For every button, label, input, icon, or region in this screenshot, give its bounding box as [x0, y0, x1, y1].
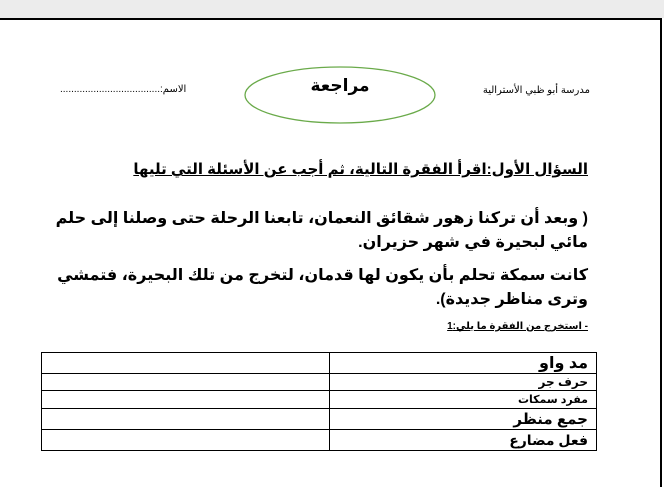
table-row	[42, 353, 597, 374]
name-field	[60, 84, 186, 95]
answer-cell[interactable]	[42, 374, 330, 391]
paragraph-1: ( وبعد أن تركنا زهور شقائق النعمان، تابعنا الرحلة حتى وصلنا إلى حلم مائي لبحيرة في شهر حزيران.	[55, 210, 588, 251]
page-title: مراجعة	[310, 76, 370, 95]
paragraph-2: كانت سمكة تحلم بأن يكون لها قدمان، لتخرج من تلك البحيرة، فتمشي وترى مناظر جديدة).	[57, 267, 588, 308]
table-row	[42, 374, 597, 391]
answer-cell[interactable]	[42, 391, 330, 409]
table-row	[42, 391, 597, 409]
table-cell-word: حرف جر	[330, 374, 597, 391]
sub-question-extract: - استخرج من الفقرة ما يلي:1	[447, 321, 588, 332]
answer-cell[interactable]	[42, 430, 330, 451]
table-cell-word: فعل مضارع	[330, 430, 597, 451]
question1-heading: السؤال الأول:اقرأ الفقرة التالية، ثم أجب عن الأسئلة التي تليها	[133, 161, 588, 178]
school-name: مدرسة أبو ظبي الأسترالية	[482, 85, 590, 96]
name-dots: ....................................	[60, 84, 161, 95]
table-cell-word: مد واو	[330, 353, 597, 374]
top-toolbar-strip	[0, 0, 664, 18]
name-label: الاسم:	[160, 84, 187, 95]
answers-table	[41, 352, 597, 451]
table-row	[42, 409, 597, 430]
table-row	[42, 430, 597, 451]
answer-cell[interactable]	[42, 353, 330, 374]
table-cell-word: جمع منظر	[330, 409, 597, 430]
answer-cell[interactable]	[42, 409, 330, 430]
table-cell-word: مفرد سمكات	[330, 391, 597, 409]
